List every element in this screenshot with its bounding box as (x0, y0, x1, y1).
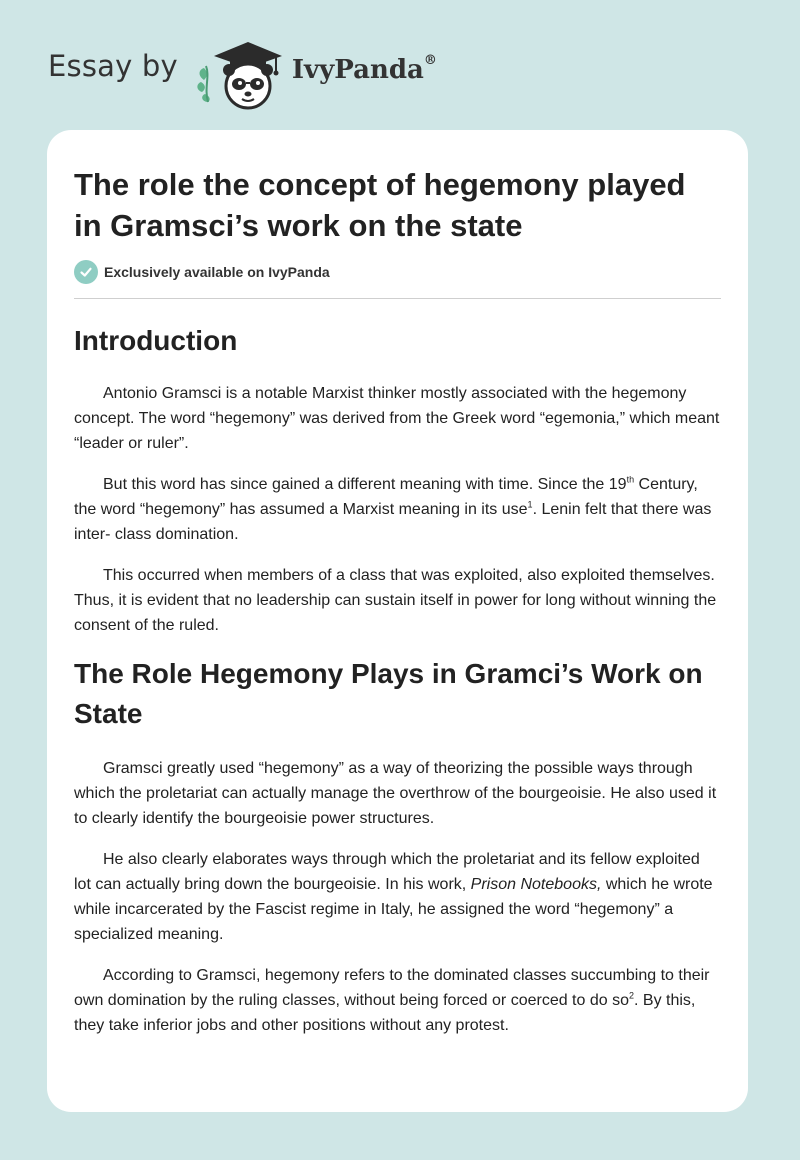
paragraph: But this word has since gained a different meaning with time. Since the 19th Century, the word “hegemony” has assumed a Marxist meaning in its use$^1$. Lenin felt that there was inter- class domination. (74, 474, 712, 543)
footnote-ref[interactable]: 1 (527, 499, 533, 510)
paragraph: This occurred when members of a class that was exploited, also exploited themselves. Thus, it is evident that no leadership can sustain itself in power for long without winning the consent of the ruled. (74, 567, 717, 634)
article-card (47, 130, 748, 1112)
site-header (48, 34, 437, 114)
registered-mark: ® (423, 53, 437, 69)
essay-by-label: Essay by (48, 49, 178, 83)
check-circle-icon (74, 260, 98, 284)
ivypanda-logo-icon[interactable] (196, 36, 286, 112)
superscript: th (626, 474, 635, 485)
exclusive-label: Exclusively available on IvyPanda (104, 264, 330, 280)
brand-name: IvyPanda® (291, 53, 437, 85)
article-title: The role the concept of hegemony played in Gramsci’s work on the state (74, 167, 686, 243)
paragraph: He also clearly elaborates ways through which the proletariat and its fellow exploited lot can actually bring down the bourgeoisie. In his work, Prison Notebooks, which he wrote while incarcerated by the Fascist regime in Italy, he assigned the word “hegemony” a specialized meaning. (74, 851, 713, 943)
paragraph: Gramsci greatly used “hegemony” as a way of theorizing the possible ways through which the proletariat can actually manage the overthrow of the bourgeoisie. He also used it to clearly identify the bourgeoisie power structures. (74, 760, 717, 827)
section-heading-role-hegemony: The Role Hegemony Plays in Gramci’s Work on State (74, 658, 703, 729)
book-title: Prison Notebooks, (470, 876, 602, 893)
section-heading-introduction: Introduction (74, 325, 238, 356)
exclusive-badge (74, 260, 721, 299)
paragraph: According to Gramsci, hegemony refers to the dominated classes succumbing to their own domination by the ruling classes, without being forced or coerced to do $so^2$. By this, they take inferior jobs and other positions without any protest. (74, 967, 710, 1034)
footnote-ref[interactable]: 2 (628, 990, 634, 1001)
paragraph: Antonio Gramsci is a notable Marxist thinker mostly associated with the hegemony concept. The word “hegemony” was derived from the Greek word “egemonia,” which meant “leader or ruler”. (74, 385, 720, 452)
